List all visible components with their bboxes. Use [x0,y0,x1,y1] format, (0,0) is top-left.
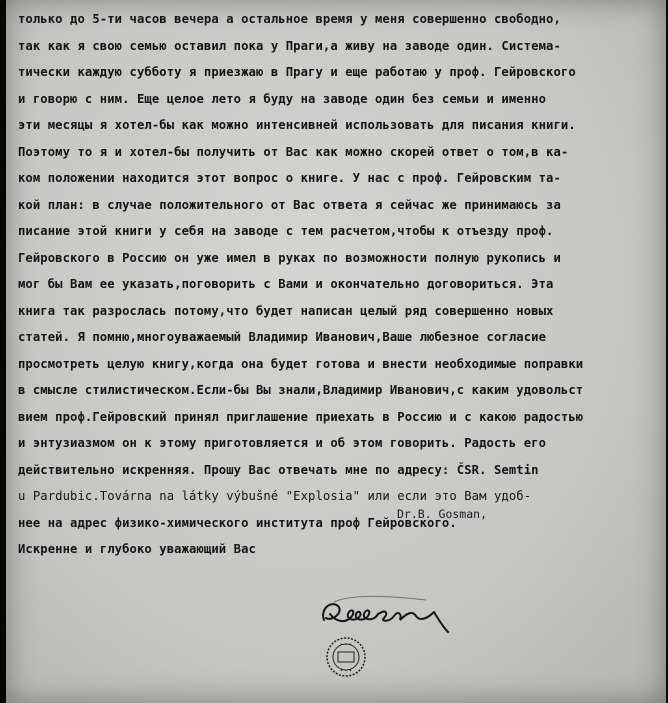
letter-line: u Pardubic.Továrna na látky výbušné "Explosia" или если это Вам удоб- [18,489,532,503]
letter-line: и говорю с ним. Еще целое лето я буду на заводе один без семьи и именно [18,91,547,106]
letter-line: просмотреть целую книгу,когда она будет готова и внести необходимые поправки [18,356,584,371]
letter-line: нее на адрес физико-химического института проф Гейровского. [18,515,457,530]
letter-line: книга так разрослась потому,что будет написан целый ряд совершенно новых [18,303,554,318]
letter-line: вием проф.Гейровский принял приглашение приехать в Россию и с какою радостью [18,409,584,424]
letter-closing: Искренне и глубоко уважающий Вас [18,542,256,556]
letter-line: так как я свою семью оставил пока у Праги,а живу на заводе один. Система- [18,38,561,53]
letter-line: писание этой книги у себя на заводе с тем расчетом,чтобы к отъезду проф. [18,224,554,238]
letter-body [18,6,663,563]
letter-line: статей. Я помню,многоуважаемый Владимир Иванович,Ваше любезное согласие [18,330,547,344]
archive-stamp [323,634,369,680]
svg-text:• • •: • • • [339,668,353,674]
letter-line: и энтузиазмом он к этому приготовляется и об этом говорить. Радость его [18,436,547,450]
letter-line: действительно искренняя. Прошу Вас отвечать мне по адресу: ČSR. Semtin [18,462,539,477]
letter-line: Поэтому то я и хотел-бы получить от Вас как можно скорей ответ о том,в ка- [18,144,569,159]
svg-text:• • •: • • • [339,642,353,648]
letter-line: тически каждую субботу я приезжаю в Прагу и еще работаю у проф. Гейровского [18,65,576,79]
letter-line: только до 5-ти часов вечера а остальное время у меня совершенно свободно, [18,12,561,26]
letter-line: кой план: в случае положительного от Вас ответа я сейчас же принимаюсь за [18,197,561,212]
letter-line: мог бы Вам ее указать,поговорить с Вами и окончательно договориться. Эта [18,277,554,291]
letter-line: ком положении находится этот вопрос о книге. У нас с проф. Гейровским та- [18,171,561,185]
handwritten-signature [316,592,456,636]
letter-line: Гейровского в Россию он уже имел в руках по возможности полную рукопись и [18,250,561,265]
letter-line: в смысле стилистическом.Если-бы Вы знали,Владимир Иванович,с каким удовольст [18,383,584,397]
letter-line: эти месяцы я хотел-бы как можно интенсивней использовать для писания книги. [18,118,576,132]
address-annotation: Dr.B. Gosman, [397,507,488,521]
